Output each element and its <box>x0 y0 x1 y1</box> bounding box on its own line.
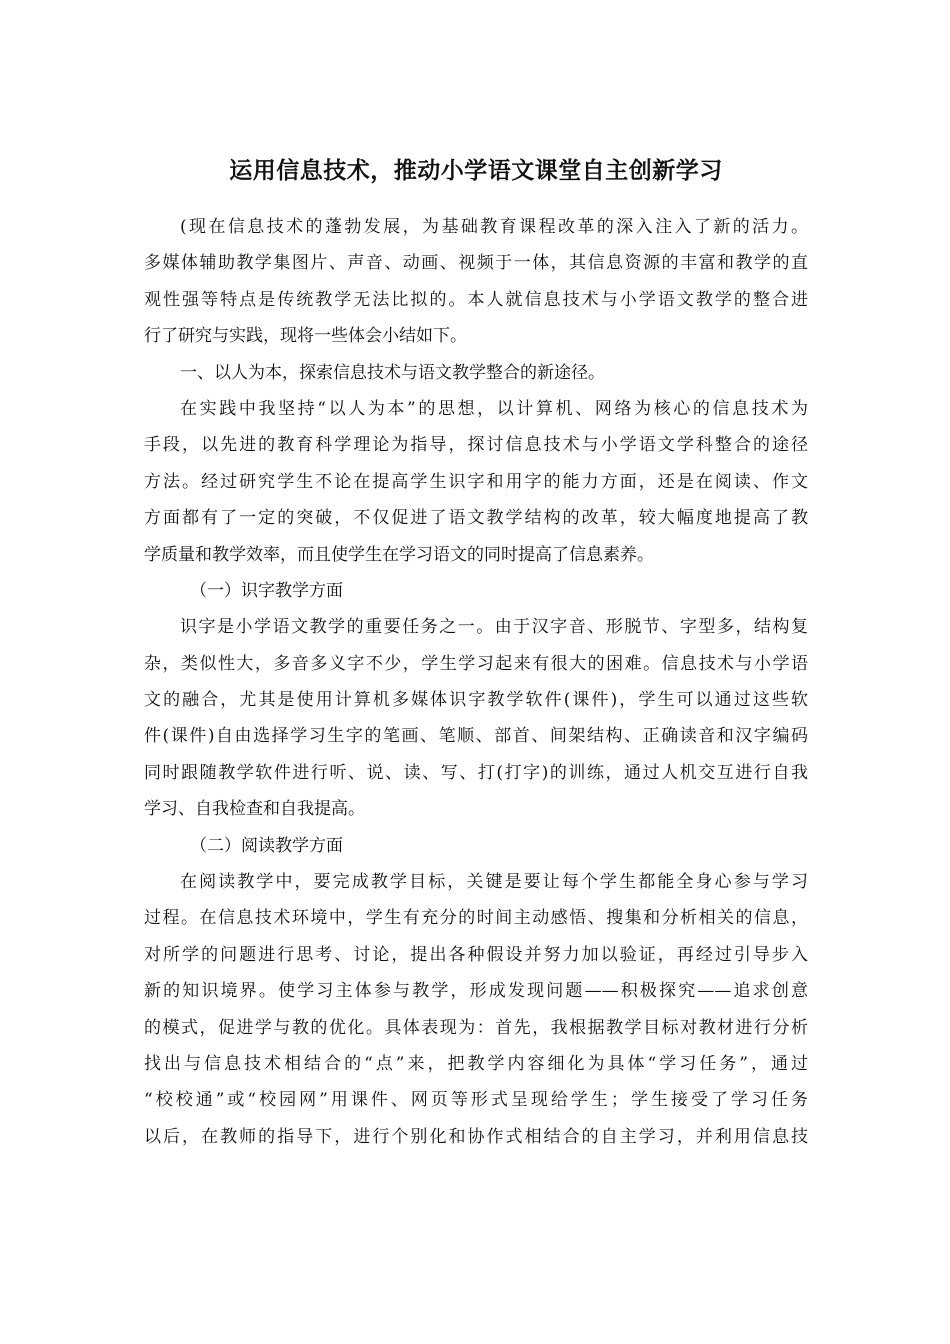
text-line: 手段，以先进的教育科学理论为指导，探讨信息技术与小学语文学科整合的途径 <box>144 435 808 456</box>
text-line: 多媒体辅助教学集图片、声音、动画、视频于一体，其信息资源的丰富和教学的直 <box>144 253 808 274</box>
document-title: 运用信息技术，推动小学语文课堂自主创新学习 <box>229 158 723 184</box>
text-line: 同时跟随教学软件进行听、说、读、写、打(打字)的训练，通过人机交互进行自我 <box>144 762 808 783</box>
text-line: “校校通”或“校园网”用课件、网页等形式呈现给学生；学生接受了学习任务 <box>144 1090 808 1111</box>
text-line: 观性强等特点是传统教学无法比拟的。本人就信息技术与小学语文教学的整合进 <box>144 289 808 310</box>
text-line: 的模式，促进学与教的优化。具体表现为：首先，我根据教学目标对教材进行分析 <box>144 1017 808 1038</box>
section-heading-line: （二）阅读教学方面 <box>190 835 343 856</box>
document-page <box>144 0 808 1344</box>
text-line: 以后，在教师的指导下，进行个别化和协作式相结合的自主学习，并利用信息技 <box>144 1126 808 1147</box>
document-body <box>144 209 808 1155</box>
section-heading-line: （一）识字教学方面 <box>190 580 343 601</box>
text-line: (现在信息技术的蓬勃发展，为基础教育课程改革的深入注入了新的活力。 <box>180 217 808 237</box>
text-line: 学习、自我检查和自我提高。 <box>144 799 365 820</box>
text-line: 过程。在信息技术环境中，学生有充分的时间主动感悟、搜集和分析相关的信息， <box>144 908 808 929</box>
text-line: 文的融合，尤其是使用计算机多媒体识字教学软件(课件)，学生可以通过这些软 <box>144 690 808 711</box>
text-line: 对所学的问题进行思考、讨论，提出各种假设并努力加以验证，再经过引导步入 <box>144 944 808 965</box>
text-line: 在阅读教学中，要完成教学目标，关键是要让每个学生都能全身心参与学习 <box>180 872 808 893</box>
text-line: 杂，类似性大，多音多义字不少，学生学习起来有很大的困难。信息技术与小学语 <box>144 653 808 674</box>
text-line: 在实践中我坚持“以人为本”的思想，以计算机、网络为核心的信息技术为 <box>180 398 808 419</box>
text-line: 学质量和教学效率，而且使学生在学习语文的同时提高了信息素养。 <box>144 544 654 565</box>
text-line: 识字是小学语文教学的重要任务之一。由于汉字音、形脱节、字型多，结构复 <box>180 617 808 638</box>
text-line: 件(课件)自由选择学习生字的笔画、笔顺、部首、间架结构、正确读音和汉字编码 <box>144 726 808 747</box>
text-line: 方法。经过研究学生不论在提高学生识字和用字的能力方面，还是在阅读、作文 <box>144 471 808 492</box>
text-line: 找出与信息技术相结合的“点”来，把教学内容细化为具体“学习任务”，通过 <box>144 1053 808 1074</box>
text-line: 新的知识境界。使学习主体参与教学，形成发现问题——积极探究——追求创意 <box>144 981 808 1002</box>
text-line: 行了研究与实践，现将一些体会小结如下。 <box>144 326 467 347</box>
section-heading-line: 一、以人为本，探索信息技术与语文教学整合的新途径。 <box>180 362 605 383</box>
text-line: 方面都有了一定的突破，不仅促进了语文教学结构的改革，较大幅度地提高了教 <box>144 508 808 529</box>
